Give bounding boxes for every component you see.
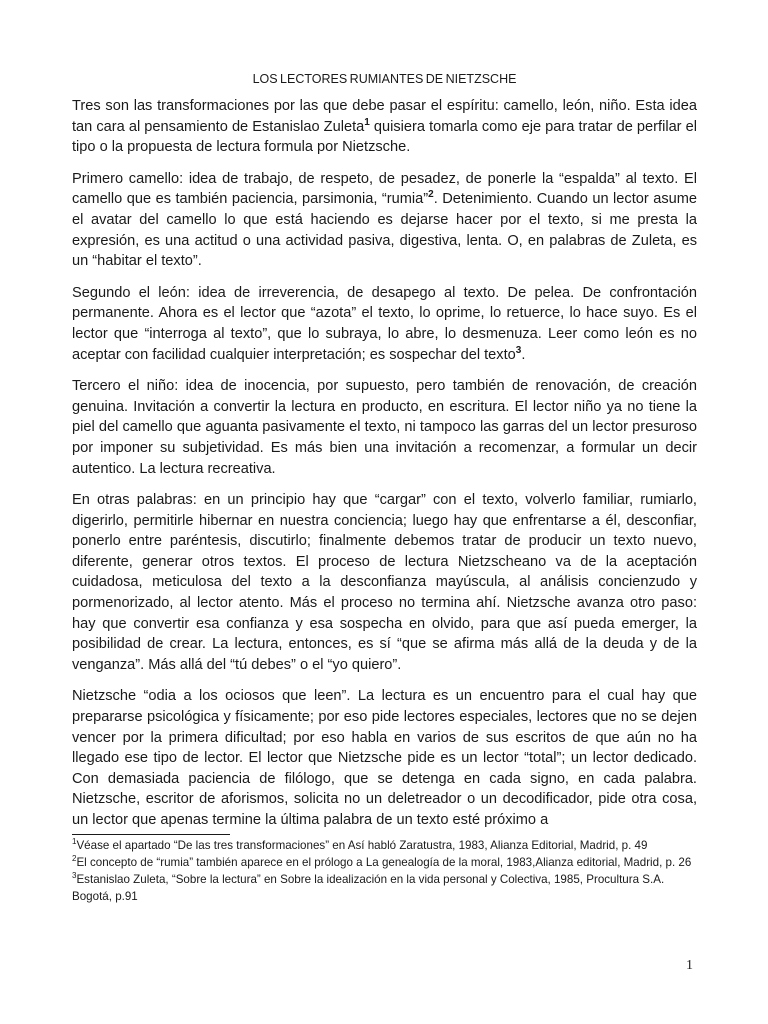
paragraph-text: quisiera tomarla como eje para tratar de perfilar el tipo o la propuesta de lectura formula por Nietzsche. xyxy=(72,118,697,156)
footnote-text: El concepto de “rumia” también aparece en el prólogo a La genealogía de la moral, 1983,Alianza editorial, Madrid, p. 26 xyxy=(76,855,692,869)
page-number: 1 xyxy=(686,958,693,973)
paragraph xyxy=(72,686,697,830)
footnote-mark: 3 xyxy=(72,870,77,880)
footnote xyxy=(72,854,697,871)
paragraph xyxy=(72,96,697,158)
paragraph-text: Primero camello: idea de trabajo, de respeto, de pesadez, de ponerle la “espalda” al texto. El camello que es también paciencia, parsimonia, “rumia” xyxy=(72,170,697,208)
paragraph xyxy=(72,490,697,675)
paragraph-text: . xyxy=(521,346,526,363)
footnote-ref: 3 xyxy=(515,344,522,356)
document-title: LOS LECTORES RUMIANTES DE NIETZSCHE xyxy=(252,72,517,86)
document-page xyxy=(72,72,697,905)
footnote-mark: 2 xyxy=(72,853,77,863)
footnote-separator xyxy=(72,834,230,835)
footnote xyxy=(72,871,697,905)
footnote-mark: 1 xyxy=(72,836,77,846)
paragraph-text: Segundo el león: idea de irreverencia, de desapego al texto. De pelea. De confrontación permanente. Ahora es el lector que “azota” el texto, lo oprime, lo retuerce, lo hace suyo. Es el lector que “interroga al texto”, que lo subraya, lo abre, lo desmenuza. Leer como león es no aceptar con facilidad cualquier interpretación; es sospechar del texto xyxy=(72,284,697,363)
paragraph-text: Tercero el niño: idea de inocencia, por supuesto, pero también de renovación, de creación genuina. Invitación a convertir la lectura en producto, en escritura. El lector niño ya no tiene la piel del camello que aguanta pasivamente el texto, ni tampoco las garras del un lector presuroso por imponer su subjetividad. Es más bien una invitación a recomenzar, a formular un decir autentico. La lectura recreativa. xyxy=(72,378,697,477)
paragraph-text: . Detenimiento. Cuando un lector asume el avatar del camello lo que está haciendo es dejarse hacer por el texto, si me presta la expresión, es una actitud o una actividad pasiva, digestiva, lenta. O, en palabras de Zuleta, es un “habitar el texto”. xyxy=(72,191,698,270)
footnote-ref: 1 xyxy=(364,116,370,128)
paragraph xyxy=(72,376,697,479)
paragraph-text: Tres son las transformaciones por las que debe pasar el espíritu: camello, león, niño. Esta idea tan cara al pensamiento de Estanislao Zuleta xyxy=(72,98,697,135)
paragraph-text: En otras palabras: en un principio hay que “cargar” con el texto, volverlo familiar, rumiarlo, digerirlo, permitirle hibernar en nuestra conciencia; luego hay que enfrentarse a él, desconfiar, ponerlo entre paréntesis, discutirlo; finalmente debemos tratar de producir un texto nuevo, diferente, generar otros textos. El proceso de lectura Nietzscheano va de la aceptación cuidadosa, meticulosa del texto a la desconfianza mayúscula, al análisis concienzudo y pormenorizado, al lector atento. Más el proceso no termina ahí. Nietzsche avanza otro paso: hay que convertir esa confianza y esa sospecha en olvido, para que así pueda emerger, la posibilidad de crear. La lectura, entonces, es sí “que se afirma más allá de la deuda y de la venganza”. Más allá del “tú debes” o el “yo quiero”. xyxy=(72,492,697,673)
paragraph-text: Nietzsche “odia a los ociosos que leen”. La lectura es un encuentro para el cual hay que prepararse psicológica y físicamente; por eso pide lectores especiales, lectores que no se dejen vencer por la primera dificultad; por eso habla en varios de sus escritos de que aún no ha llegado ese tipo de lector. El lector que Nietzsche pide es un lector “total”; un lector dedicado. Con demasiada paciencia de filólogo, que se detenga en cada signo, en cada palabra. Nietzsche, escritor de aforismos, solicita no un deletreador o un decodificador, pide otra cosa, un lector que apenas termine la última palabra de un texto esté próximo a xyxy=(72,688,697,828)
footnote xyxy=(72,837,697,854)
footnote-text: Véase el apartado “De las tres transformaciones” en Así habló Zaratustra, 1983, Alianza Editorial, Madrid, p. 49 xyxy=(76,838,648,852)
footnote-ref: 2 xyxy=(428,189,434,201)
footnote-text: Estanislao Zuleta, “Sobre la lectura” en Sobre la idealización en la vida personal y Colectiva, 1985, Procultura S.A. Bogotá, p.91 xyxy=(72,872,665,903)
paragraph xyxy=(72,283,697,365)
paragraph xyxy=(72,169,697,272)
